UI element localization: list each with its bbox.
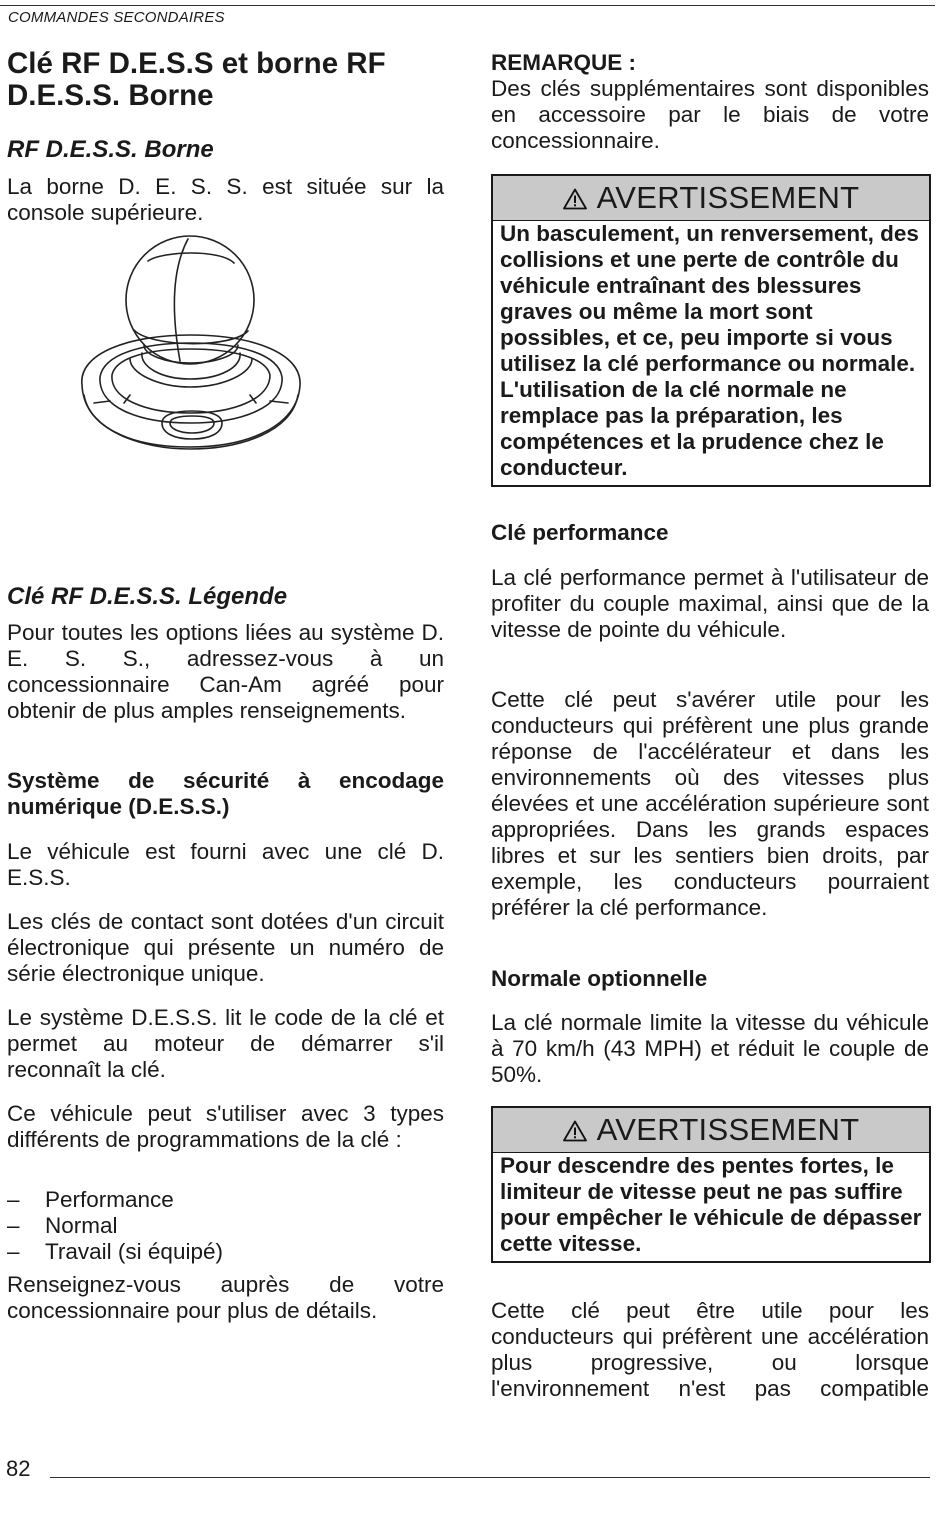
page-number: 82 xyxy=(6,1456,31,1481)
list-item: – Performance xyxy=(7,1187,174,1212)
warning-text: Un basculement, un renversement, des collisions et une perte de contrôle du véhicule entraînant des blessures graves ou même la mort sont possibles, et ce, peu importe si vous utilisez la clé performance ou normale. L'utilisation de la clé normale ne remplace pas la préparation, les compétences et la prudence chez le conducteur. xyxy=(500,221,919,480)
header-rule xyxy=(0,5,935,6)
page-title: Clé RF D.E.S.S et borne RF D.E.S.S. Borne xyxy=(7,47,386,112)
dess-heading: Système de sécurité à encodage numérique (D.E.S.S.) xyxy=(7,768,444,819)
performance-heading: Clé performance xyxy=(491,520,669,545)
warning-triangle-icon xyxy=(563,188,587,210)
list-item: – Normal xyxy=(7,1213,118,1238)
warning-text: Pour descendre des pentes fortes, le limiteur de vitesse peut ne pas suffire pour empêcher le véhicule de dépasser cette vitesse. xyxy=(500,1153,922,1256)
warning-header xyxy=(493,176,929,221)
warning-header xyxy=(493,1108,929,1153)
legend-text: Pour toutes les options liées au système D. E. S. S., adressez-vous à un concessionnaire Can-Am agréé pour obtenir de plus amples renseignements. xyxy=(7,620,444,723)
warning-title: AVERTISSEMENT xyxy=(596,1112,860,1147)
remark-label: REMARQUE : xyxy=(491,50,636,75)
performance-paragraph-1: La clé performance permet à l'utilisateur de profiter du couple maximal, ainsi que de la vitesse de pointe du véhicule. xyxy=(491,565,929,642)
performance-paragraph-2: Cette clé peut s'avérer utile pour les conducteurs qui préfèrent une plus grande réponse de l'accélérateur et dans les environnements où des vitesses plus élevées et une accélération supérieure sont appropriées. Dans les grands espaces libres et sur les sentiers bien droits, par exemple, les conducteurs pourraient préférer la clé performance. xyxy=(491,687,929,920)
key-types-list xyxy=(7,1187,444,1265)
normal-paragraph-1: La clé normale limite la vitesse du véhicule à 70 km/h (43 MPH) et réduit le couple de 50%. xyxy=(491,1010,929,1087)
normal-paragraph-2: Cette clé peut être utile pour les conducteurs qui préfèrent une accélération plus progressive, ou lorsque l'environnement n'est pas compatible xyxy=(491,1298,929,1401)
warning-box xyxy=(491,174,931,487)
dess-paragraph-2: Les clés de contact sont dotées d'un circuit électronique qui présente un numéro de série électronique unique. xyxy=(7,909,444,986)
dess-paragraph-4: Ce véhicule peut s'utiliser avec 3 types différents de programmations de la clé : xyxy=(7,1101,444,1152)
remark-text: Des clés supplémentaires sont disponibles en accessoire par le biais de votre concessionnaire. xyxy=(491,76,929,153)
running-header: COMMANDES SECONDAIRES xyxy=(8,9,225,26)
list-item: – Travail (si équipé) xyxy=(7,1239,223,1264)
borne-heading: RF D.E.S.S. Borne xyxy=(7,136,214,163)
warning-title: AVERTISSEMENT xyxy=(596,180,860,215)
dess-post-illustration xyxy=(70,235,310,460)
normal-heading: Normale optionnelle xyxy=(491,966,708,991)
borne-text: La borne D. E. S. S. est située sur la console supérieure. xyxy=(7,174,444,225)
legend-heading: Clé RF D.E.S.S. Légende xyxy=(7,583,288,610)
dess-paragraph-1: Le véhicule est fourni avec une clé D. E.S.S. xyxy=(7,839,444,890)
warning-box xyxy=(491,1106,931,1263)
dess-paragraph-3: Le système D.E.S.S. lit le code de la clé et permet au moteur de démarrer s'il reconnaît la clé. xyxy=(7,1005,444,1082)
dess-paragraph-5: Renseignez-vous auprès de votre concessionnaire pour plus de détails. xyxy=(7,1272,444,1323)
warning-triangle-icon xyxy=(563,1120,587,1142)
footer-rule xyxy=(50,1477,930,1478)
